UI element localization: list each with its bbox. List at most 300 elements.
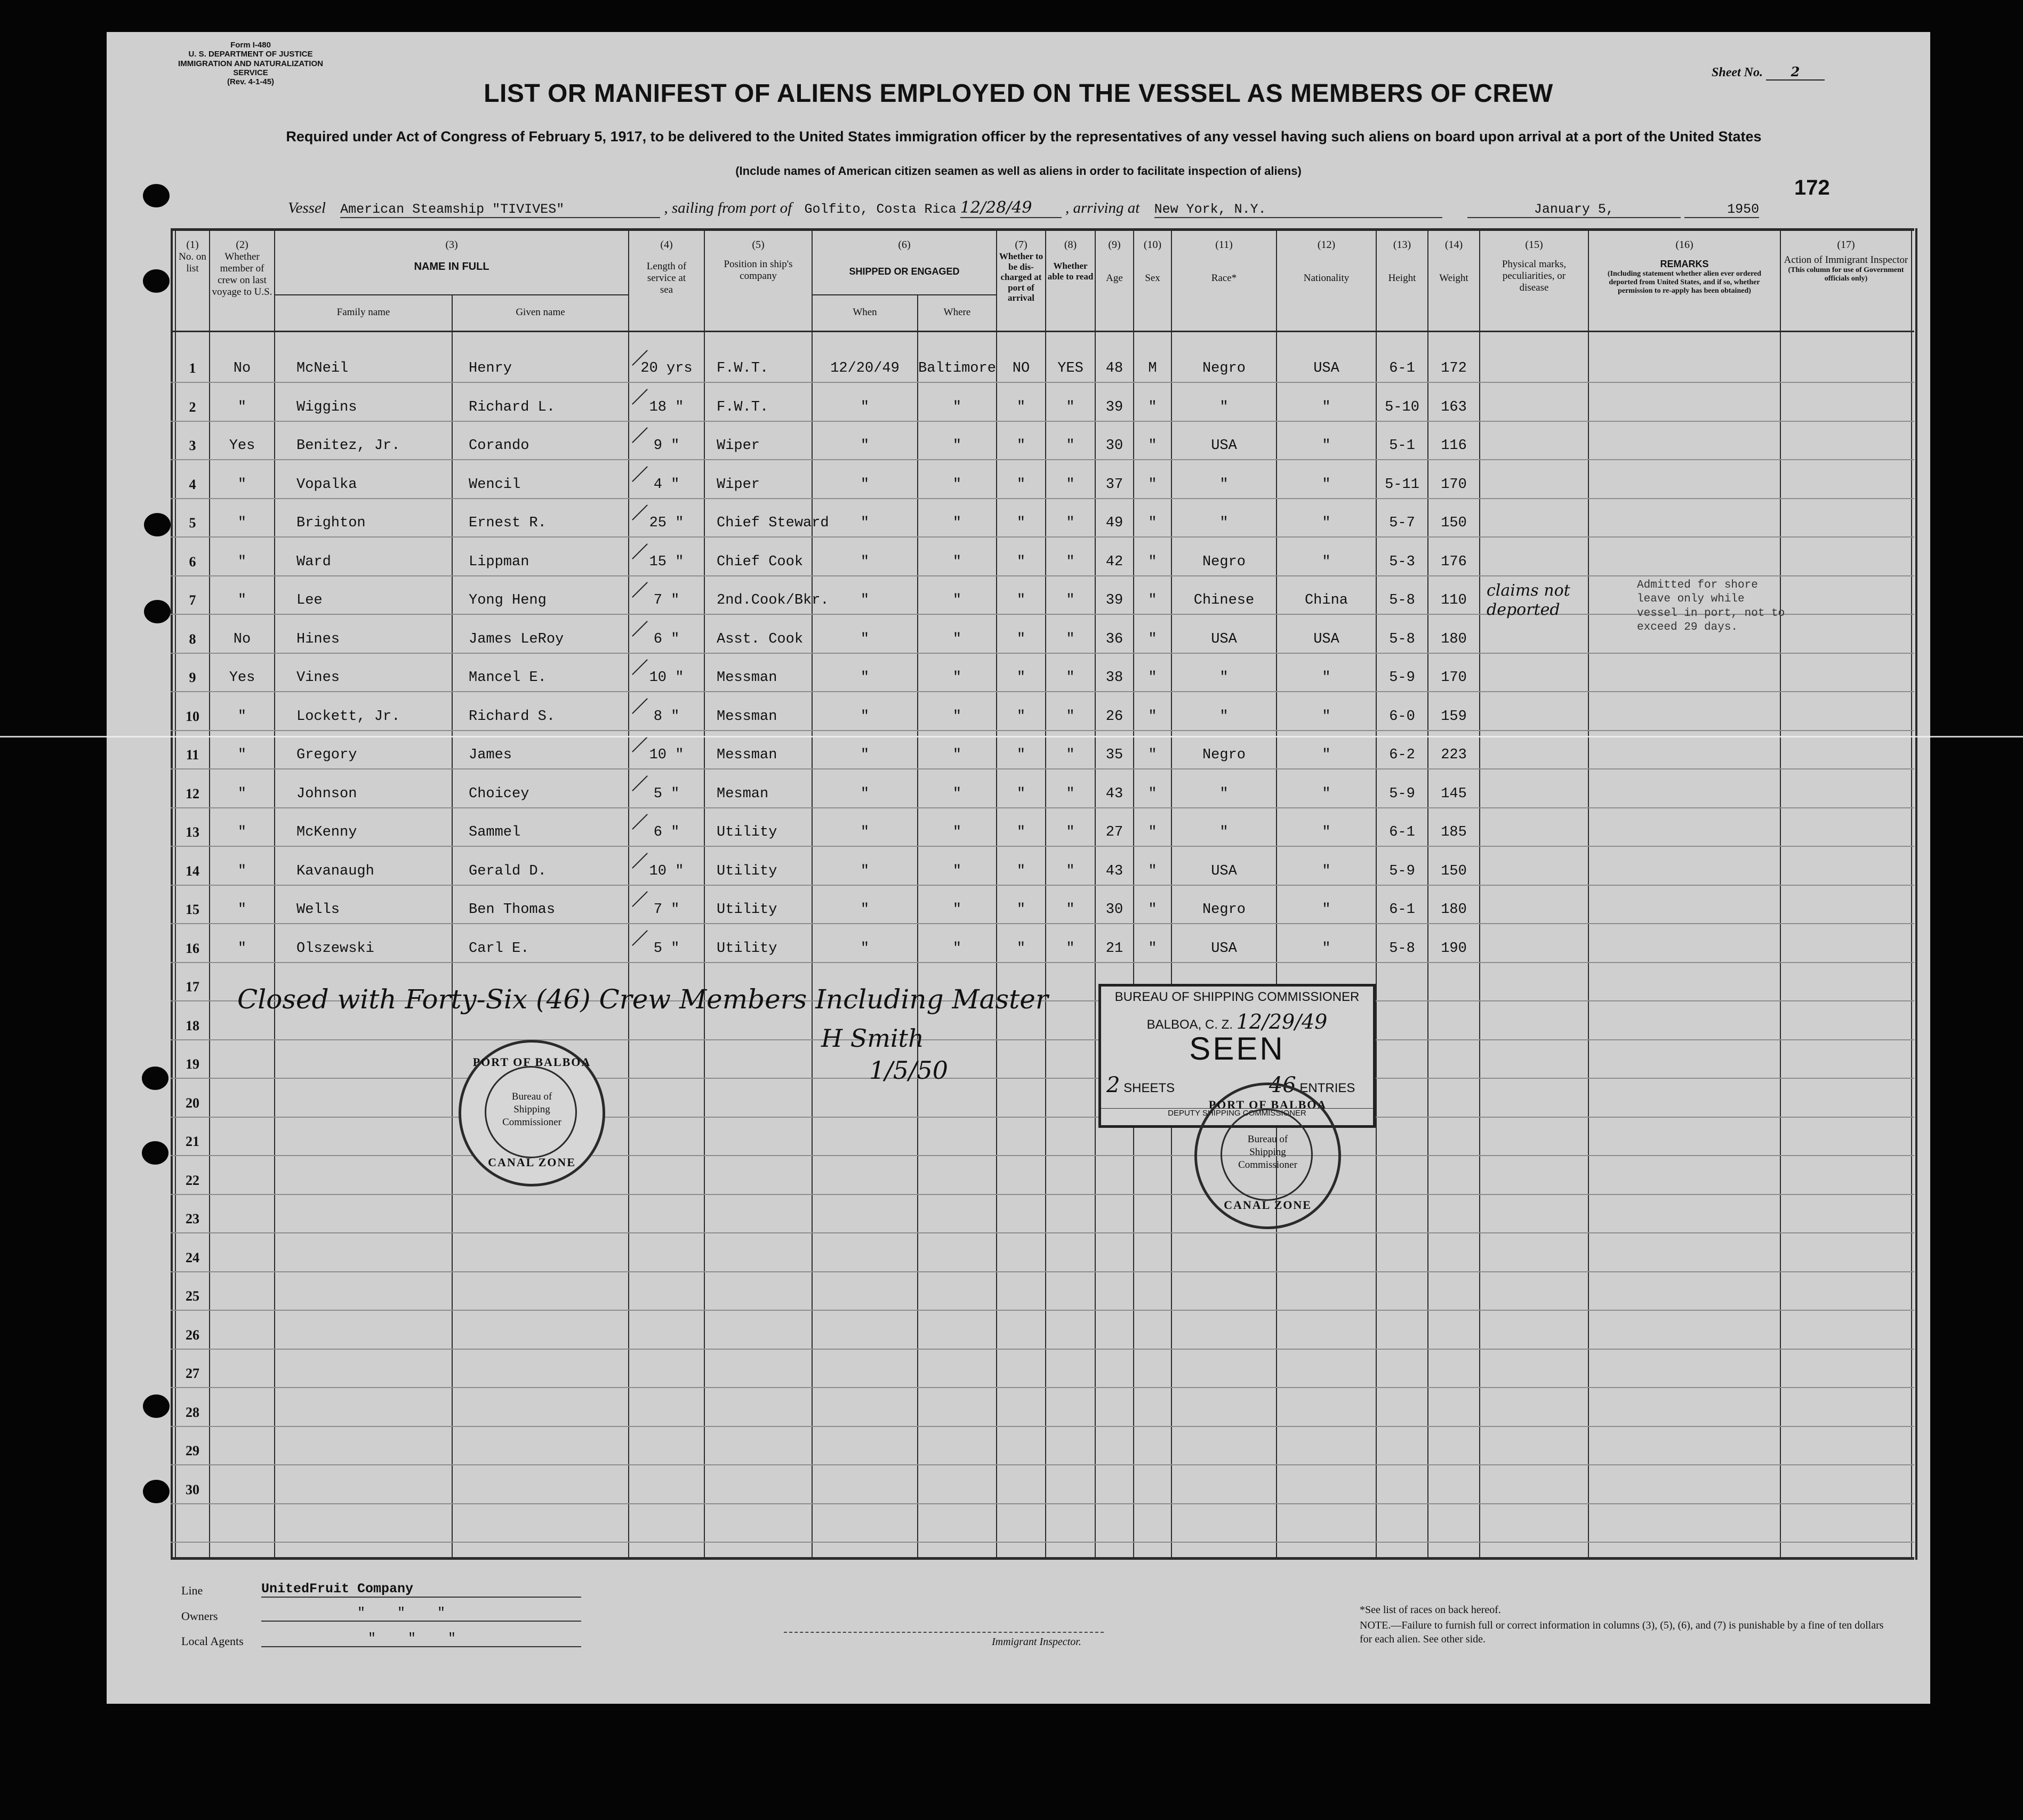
cell-n: 9	[189, 670, 196, 685]
cell-dis: "	[1016, 824, 1026, 840]
cell-prev: "	[237, 902, 247, 918]
cell-dis: "	[1016, 747, 1026, 763]
cell-race: "	[1219, 785, 1229, 802]
cell-ht: 5-3	[1389, 554, 1415, 570]
col-sex: Sex	[1145, 272, 1160, 284]
row-rule	[171, 536, 1914, 538]
cell-prev: No	[233, 631, 251, 647]
cell-family: Benitez, Jr.	[296, 438, 400, 454]
row-rule	[171, 1387, 1914, 1388]
cell-dis: "	[1016, 863, 1026, 879]
cell-where: "	[952, 902, 962, 918]
cell-family: Wiggins	[296, 399, 357, 415]
col-no-on-list: No. on list	[179, 251, 206, 274]
cell-pos: Mesman	[717, 785, 769, 802]
cell-read: "	[1066, 670, 1075, 686]
cell-given: James	[469, 747, 512, 763]
vessel-name: American Steamship "TIVIVES"	[340, 202, 660, 218]
col-length-of-service: Length of service at sea	[646, 261, 687, 295]
page-note: (Include names of American citizen seamen as well as aliens in order to facilitate inspection of aliens)	[735, 164, 1302, 178]
cell-nat: "	[1322, 863, 1331, 879]
cell-when: "	[860, 824, 870, 840]
cell-len: 7 "	[653, 902, 680, 918]
inspector-signature-line	[784, 1632, 1104, 1633]
cell-age: 30	[1105, 438, 1123, 454]
table-row	[107, 477, 1930, 498]
cell-pos: F.W.T.	[717, 360, 769, 376]
canal-zone-seal-stamp	[1194, 1083, 1341, 1229]
cell-given: Mancel E.	[469, 670, 547, 686]
cell-pos: Utility	[717, 902, 777, 918]
cell-where: "	[952, 747, 962, 763]
row-rule	[171, 1464, 1914, 1465]
cell-read: "	[1066, 592, 1075, 608]
table-row	[107, 747, 1930, 768]
row-rule	[171, 807, 1914, 808]
cell-when: "	[860, 747, 870, 763]
cell-given: Sammel	[469, 824, 521, 840]
cell-wt: 150	[1441, 515, 1467, 531]
signature-date: 1/5/50	[869, 1056, 949, 1085]
table-row	[107, 554, 1930, 575]
cell-wt: 223	[1441, 747, 1467, 763]
col-weight: Weight	[1439, 272, 1468, 284]
col-name-in-full: NAME IN FULL	[414, 261, 489, 272]
cell-sex: "	[1148, 631, 1157, 647]
row-rule	[171, 459, 1914, 460]
table-row	[107, 360, 1930, 382]
cell-n: 3	[189, 438, 196, 453]
cell-ht: 6-1	[1389, 902, 1415, 918]
arriving-label: , arriving at	[1065, 199, 1140, 217]
cell-nat: "	[1322, 940, 1331, 957]
cell-when: "	[860, 515, 870, 531]
table-row	[107, 863, 1930, 885]
col-given-name: Given name	[516, 307, 565, 318]
row-rule	[171, 1232, 1914, 1233]
cell-given: Ernest R.	[469, 515, 547, 531]
cell-given: Richard L.	[469, 399, 556, 415]
row-rule	[171, 1039, 1914, 1040]
row-rule	[171, 1426, 1914, 1427]
row-rule	[171, 1078, 1914, 1079]
cell-nat: USA	[1313, 360, 1339, 376]
sailing-label: , sailing from port of	[664, 199, 792, 217]
cell-pos: 2nd.Cook/Bkr.	[717, 592, 829, 608]
cell-len: 7 "	[653, 592, 680, 608]
cell-race: Negro	[1202, 554, 1246, 570]
row-rule	[171, 923, 1914, 924]
cell-age: 26	[1105, 708, 1123, 725]
cell-dis: "	[1016, 631, 1026, 647]
seal-top-text: PORT OF BALBOA	[472, 1055, 591, 1069]
cell-n: 1	[189, 360, 196, 376]
col-physical-marks: Physical marks, peculiarities, or disease	[1502, 259, 1567, 293]
cell-dis: "	[1016, 399, 1026, 415]
cell-dis: "	[1016, 670, 1026, 686]
cell-pos: Messman	[717, 708, 777, 725]
cell-n: 10	[186, 708, 199, 724]
page-subtitle: Required under Act of Congress of February 5, 1917, to be delivered to the United States immigration officer by the representatives of any vessel having such aliens on board upon arrival at a port of the United States	[286, 129, 1762, 145]
penalty-note: NOTE.—Failure to furnish full or correct information in columns (3), (5), (6), and (7) is punishable by a fine of ten dollars for each alien. See other side.	[1360, 1619, 1884, 1645]
form-rev: (Rev. 4-1-45)	[227, 77, 275, 86]
cell-sex: "	[1148, 438, 1157, 454]
row-rule	[171, 1194, 1914, 1195]
cell-when: "	[860, 708, 870, 725]
cell-when: "	[860, 476, 870, 493]
empty-row-number: 24	[186, 1249, 199, 1265]
cell-sex: "	[1148, 554, 1157, 570]
cell-prev: "	[237, 785, 247, 802]
cell-given: Carl E.	[469, 940, 529, 957]
cell-nat: "	[1322, 824, 1331, 840]
cell-read: "	[1066, 747, 1075, 763]
row-rule	[171, 1117, 1914, 1118]
cell-family: Gregory	[296, 747, 357, 763]
cell-read: "	[1066, 785, 1075, 802]
row-rule	[171, 575, 1914, 576]
cell-n: 14	[186, 863, 199, 879]
cell-prev: "	[237, 592, 247, 608]
seal2-center-text: Bureau of Shipping Commissioner	[1238, 1134, 1297, 1170]
cell-race: "	[1219, 476, 1229, 493]
cell-read: "	[1066, 515, 1075, 531]
cell-len: 10 "	[649, 747, 684, 763]
row-rule	[171, 885, 1914, 886]
cell-read: "	[1066, 631, 1075, 647]
table-row	[107, 515, 1930, 536]
cell-len: 6 "	[653, 631, 680, 647]
cell-family: Kavanaugh	[296, 863, 374, 879]
cell-race: "	[1219, 670, 1229, 686]
cell-prev: "	[237, 476, 247, 493]
cell-race: Negro	[1202, 747, 1246, 763]
cell-read: YES	[1057, 360, 1083, 376]
cell-race: "	[1219, 824, 1229, 840]
cell-ht: 5-9	[1389, 863, 1415, 879]
cell-where: "	[952, 554, 962, 570]
cell-race: USA	[1211, 631, 1237, 647]
seal2-top-text: PORT OF BALBOA	[1208, 1098, 1327, 1111]
cell-ht: 5-8	[1389, 940, 1415, 957]
row-rule	[171, 498, 1914, 499]
cell-sex: "	[1148, 515, 1157, 531]
cell-where: "	[952, 592, 962, 608]
col-discharged: Whether to be dis-charged at port of arrival	[999, 251, 1043, 303]
cell-given: Lippman	[469, 554, 529, 570]
page-number: 172	[1794, 176, 1830, 199]
cell-n: 6	[189, 554, 196, 570]
col-family-name: Family name	[336, 307, 390, 318]
arrival-year: 1950	[1684, 202, 1759, 218]
cell-wt: 163	[1441, 399, 1467, 415]
cell-given: Ben Thomas	[469, 902, 556, 918]
cell-race: "	[1219, 515, 1229, 531]
cell-prev: Yes	[229, 670, 255, 686]
cell-len: 15 "	[649, 554, 684, 570]
row-rule	[171, 1349, 1914, 1350]
cell-prev: "	[237, 824, 247, 840]
cell-pos: Wiper	[717, 438, 760, 454]
cell-ht: 5-9	[1389, 785, 1415, 802]
sheet-number: 2	[1766, 64, 1825, 81]
cell-n: 16	[186, 940, 199, 956]
cell-pos: Chief Steward	[717, 515, 829, 531]
cell-where: "	[952, 399, 962, 415]
empty-row-number: 25	[186, 1288, 199, 1304]
table-row	[107, 902, 1930, 923]
row-rule	[171, 768, 1914, 769]
cell-when: "	[860, 670, 870, 686]
row-rule	[171, 382, 1914, 383]
cell-read: "	[1066, 438, 1075, 454]
cell-family: Brighton	[296, 515, 366, 531]
seal-center-text: Bureau of Shipping Commissioner	[502, 1091, 561, 1128]
departure-date: 12/28/49	[960, 198, 1062, 218]
cell-where: "	[952, 708, 962, 725]
cell-n: 2	[189, 399, 196, 415]
form-dept: U. S. DEPARTMENT OF JUSTICE	[188, 50, 313, 59]
row-rule	[171, 846, 1914, 847]
line-label: Line	[181, 1584, 203, 1597]
cell-nat: "	[1322, 670, 1331, 686]
cell-given: Wencil	[469, 476, 521, 493]
empty-row-number: 19	[186, 1056, 199, 1072]
cell-pos: Utility	[717, 940, 777, 957]
cell-sex: "	[1148, 824, 1157, 840]
col-remarks-note: (Including statement whether alien ever ordered deported from United States, and if so, whether permission to re-apply has been obtained)	[1607, 269, 1762, 295]
cell-ht: 6-1	[1389, 360, 1415, 376]
cell-sex: "	[1148, 863, 1157, 879]
cell-dis: "	[1016, 515, 1026, 531]
empty-row-number: 18	[186, 1017, 199, 1033]
cell-age: 30	[1105, 902, 1123, 918]
cell-read: "	[1066, 824, 1075, 840]
punch-hole	[143, 1394, 170, 1418]
col-where: Where	[943, 307, 971, 318]
cell-family: Lee	[296, 592, 323, 608]
form-number: Form I-480	[230, 41, 271, 50]
cell-ht: 6-1	[1389, 824, 1415, 840]
table-row	[107, 786, 1930, 807]
cell-age: 49	[1105, 515, 1123, 531]
balboa-seal-stamp	[459, 1040, 605, 1186]
cell-n: 15	[186, 902, 199, 917]
cell-when: "	[860, 902, 870, 918]
cell-age: 43	[1105, 863, 1123, 879]
cell-pos: Utility	[717, 824, 777, 840]
cell-when: "	[860, 785, 870, 802]
departure-port: Golfito, Costa Rica	[804, 202, 957, 217]
cell-given: James LeRoy	[469, 631, 564, 647]
cell-family: Vines	[296, 670, 340, 686]
cell-given: Yong Heng	[469, 592, 547, 608]
cell-ht: 5-8	[1389, 592, 1415, 608]
cell-sex: "	[1148, 399, 1157, 415]
cell-len: 8 "	[653, 708, 680, 725]
cell-wt: 180	[1441, 902, 1467, 918]
cell-when: "	[860, 399, 870, 415]
row-rule	[171, 691, 1914, 692]
cell-len: 10 "	[649, 863, 684, 879]
table-bottom-rule	[171, 1557, 1914, 1560]
cell-n: 13	[186, 824, 199, 840]
cell-race: USA	[1211, 940, 1237, 957]
cell-where: Baltimore	[918, 360, 996, 376]
cell-nat: USA	[1313, 631, 1339, 647]
punch-hole	[144, 513, 171, 536]
cell-prev: "	[237, 515, 247, 531]
col-remarks: REMARKS	[1660, 259, 1709, 269]
cell-given: Richard S.	[469, 708, 556, 725]
empty-row-number: 28	[186, 1404, 199, 1420]
cell-wt: 145	[1441, 785, 1467, 802]
table-row	[107, 824, 1930, 846]
cell-ht: 6-2	[1389, 747, 1415, 763]
cell-where: "	[952, 631, 962, 647]
cell-ht: 5-7	[1389, 515, 1415, 531]
row-rule	[171, 421, 1914, 422]
cell-read: "	[1066, 940, 1075, 957]
cell-dis: "	[1016, 554, 1026, 570]
cell-nat: "	[1322, 785, 1331, 802]
table-top-rule	[171, 228, 1914, 231]
manifest-sheet: Form I-480 U. S. DEPARTMENT OF JUSTICE IMMIGRATION AND NATURALIZATION SERVICE (Rev. 4-1-45) Sheet No. 2 LIST OR MANIFEST OF ALIENS EMPLOYED ON THE VESSEL AS MEMBERS OF CREW Required under Act of Congress of February 5, 1917, to be delivered to the United States immigration officer by the representatives of any vessel having such aliens on board upon arrival at a port of the United States (Include names of American citizen seamen as well as aliens in order to facilitate inspection of aliens) 172 Vessel American Steamship "TIVIVES" , sailing from port of Golfito, Costa Rica 12/28/49 , arriving at New York, N.Y. January 5, 1950 (1) No. on list (2) Whether member of crew on last voyage to U.S. (3) NAME IN FULL Family name Given name (4) Length of service at sea (5) Position in ship's company (6) SHIPPED OR ENGAGED When Where (7) Whether to be dis-charged at port of arrival (8) Whether able to read (9) Age (10) Sex (11) Race* (12) Nationality (13) Height (14) Weight (15) Physical marks, peculiarities, or disease (16) REMARKS (Including statement whether alien ever ordered deported from United States, and if so, whether permission to re-apply has been obtained) (17) Action of Immigrant Inspector (This column for use of Government officials only) 1 No McNeil Henry 20 yrs F.W.T. 12/20/49 Baltimore NO YES 48 M Negro USA 6-1 172 2 " Wiggins Richard L. 18 " F.W.T. " " " " 39 " " " 5-10 163 3 Yes Benitez, Jr. Corando 9 " Wiper " " " " 30 " USA " 5-1 116 4 " Vopalka Wencil 4 " Wiper " " " " 37 " " " 5-11 170 5 " Brighton Ernest R. 25 " Chief Steward " " " " 49 " " " 5-7 150 6 " Ward Lippman 15 " Chief Cook " " " " 42 " Negro " 5-3 176 7 " Lee Yong Heng 7 " 2nd.Cook/Bkr. " " " " 39 " Chinese China 5-8 110 8 No Hines James LeRoy 6 " Asst. Cook " " " " 36 " USA USA 5-8 180 9 Yes Vines Mancel E. 10 " Messman " " " " 38 " " " 5-9 170 10 " Lockett, Jr. Richard S. 8 " Messman " " " " 26 " " " 6-0 159 11 " Gregory James 10 " Messman " " " " 35 " Negro " 6-2 223 12 " Johnson Choicey 5 " Mesman " " " " 43 " " " 5-9 145 13 " McKenny Sammel 6 " Utility " " " " 27 " " " 6-1 185 14 " Kavanaugh Gerald D. 10 " Utility " " " " 43 " USA " 5-9 150 15 " Wells Ben Thomas 7 " Utility " " " " 30 " Negro " 6-1 180 16 " Olszewski Carl E. 5 " Utility " " " " 21 " USA " 5-8 190 17 18 19 20 21 22 23 24 25 26 27 28 29 30 claims not deported Admitted for shore leave only while vessel in port, not to exceed 29 days. Closed with Forty-Six (46) Crew Members Including Master H Smith 1/5/50 PORT OF BALBOA Bureau of Shipping Commissioner CANAL ZONE BUREAU OF SHIPPING COMMISSIONER BALBOA, C. Z. 12/29/49 SEEN 2 SHEETS 46 ENTRIES DEPUTY SHIPPING COMMISSIONER PORT OF BALBOA Bureau of Shipping Commissioner CANAL ZONE Line UnitedFruit Company Owners " " " Local Agents " " " Immigrant Inspector. *See list of races on back hereof. NOTE.—Failure to furnish full or correct information in columns (3), (5), (6), and (7) is punishable by a fine of ten dollars for each alien. See other side.	[107, 32, 1930, 1704]
cell-n: 8	[189, 631, 196, 647]
cell-family: Vopalka	[296, 476, 357, 493]
sheet-number-block	[1712, 64, 1825, 81]
cell-family: McNeil	[296, 360, 349, 376]
cell-pos: Asst. Cook	[717, 631, 804, 647]
cell-where: "	[952, 824, 962, 840]
empty-row-number: 26	[186, 1327, 199, 1343]
cell-n: 4	[189, 476, 196, 492]
seen-stamp-date: 12/29/49	[1236, 1010, 1328, 1033]
seen-entries-label: ENTRIES	[1299, 1081, 1355, 1095]
table-row	[107, 709, 1930, 730]
line-value: UnitedFruit Company	[261, 1581, 581, 1598]
cell-len: 25 "	[649, 515, 684, 531]
cell-age: 39	[1105, 399, 1123, 415]
cell-sex: "	[1148, 476, 1157, 493]
cell-read: "	[1066, 708, 1075, 725]
row-rule	[171, 653, 1914, 654]
col-able-to-read: Whether able to read	[1047, 261, 1094, 282]
cell-prev: No	[233, 360, 251, 376]
cell-family: Wells	[296, 902, 340, 918]
sheet-label: Sheet No.	[1712, 66, 1763, 79]
cell-prev: "	[237, 747, 247, 763]
cell-wt: 170	[1441, 476, 1467, 493]
col-inspector-note: (This column for use of Government officials only)	[1788, 266, 1904, 283]
cell-given: Gerald D.	[469, 863, 547, 879]
cell-ht: 5-10	[1385, 399, 1419, 415]
cell-where: "	[952, 476, 962, 493]
cell-nat: China	[1304, 592, 1348, 608]
col-age: Age	[1106, 272, 1123, 284]
cell-nat: "	[1322, 515, 1331, 531]
cell-len: 4 "	[653, 476, 680, 493]
cell-race: Negro	[1202, 902, 1246, 918]
page-title: LIST OR MANIFEST OF ALIENS EMPLOYED ON THE VESSEL AS MEMBERS OF CREW	[484, 79, 1553, 108]
cell-len: 18 "	[649, 399, 684, 415]
empty-row-number: 29	[186, 1443, 199, 1458]
cell-age: 21	[1105, 940, 1123, 957]
cell-sex: "	[1148, 940, 1157, 957]
cell-wt: 159	[1441, 708, 1467, 725]
col-previous-member: Whether member of crew on last voyage to U.S.	[212, 251, 272, 298]
master-signature: H Smith	[821, 1024, 924, 1053]
seen-stamp-header: BUREAU OF SHIPPING COMMISSIONER	[1114, 990, 1360, 1004]
cell-nat: "	[1322, 476, 1331, 493]
cell-where: "	[952, 438, 962, 454]
empty-row-number: 21	[186, 1134, 199, 1149]
cell-given: Henry	[469, 360, 512, 376]
cell-wt: 176	[1441, 554, 1467, 570]
cell-dis: "	[1016, 902, 1026, 918]
cell-read: "	[1066, 863, 1075, 879]
seen-stamp-place: BALBOA, C. Z.	[1146, 1017, 1233, 1032]
punch-hole	[143, 184, 170, 207]
cell-len: 5 "	[653, 785, 680, 802]
cell-age: 48	[1105, 360, 1123, 376]
row-rule	[171, 1503, 1914, 1504]
physical-marks-note: claims not deported	[1487, 581, 1570, 619]
agents-value: " " "	[261, 1631, 581, 1647]
col-nationality: Nationality	[1303, 272, 1350, 284]
cell-when: "	[860, 631, 870, 647]
cell-dis: "	[1016, 438, 1026, 454]
cell-wt: 180	[1441, 631, 1467, 647]
cell-read: "	[1066, 902, 1075, 918]
cell-len: 6 "	[653, 824, 680, 840]
cell-when: 12/20/49	[830, 360, 900, 376]
cell-ht: 5-11	[1385, 476, 1419, 493]
cell-prev: "	[237, 940, 247, 957]
cell-race: "	[1219, 399, 1229, 415]
cell-pos: Utility	[717, 863, 777, 879]
empty-row-number: 30	[186, 1481, 199, 1497]
seen-stamp-word: SEEN	[1189, 1031, 1285, 1067]
seen-sheets-label: SHEETS	[1123, 1081, 1175, 1095]
cell-ht: 5-1	[1389, 438, 1415, 454]
cell-ht: 5-8	[1389, 631, 1415, 647]
row-rule	[171, 1542, 1914, 1543]
seen-stamp-deputy: DEPUTY SHIPPING COMMISSIONER	[1101, 1108, 1373, 1118]
punch-hole	[142, 1141, 168, 1165]
arrival-date: January 5,	[1467, 202, 1681, 218]
owners-label: Owners	[181, 1609, 218, 1623]
voyage-line	[288, 198, 1866, 220]
cell-family: Olszewski	[296, 940, 374, 957]
table-row	[107, 438, 1930, 459]
punch-hole	[144, 600, 171, 623]
cell-pos: Messman	[717, 670, 777, 686]
cell-age: 38	[1105, 670, 1123, 686]
col-race: Race*	[1211, 272, 1237, 284]
cell-dis: "	[1016, 940, 1026, 957]
cell-race: USA	[1211, 863, 1237, 879]
cell-wt: 190	[1441, 940, 1467, 957]
empty-row-number: 23	[186, 1211, 199, 1226]
cell-when: "	[860, 592, 870, 608]
col-when: When	[853, 307, 877, 318]
cell-nat: "	[1322, 708, 1331, 725]
cell-age: 27	[1105, 824, 1123, 840]
cell-prev: "	[237, 399, 247, 415]
cell-sex: "	[1148, 592, 1157, 608]
inspector-label: Immigrant Inspector.	[992, 1636, 1081, 1648]
